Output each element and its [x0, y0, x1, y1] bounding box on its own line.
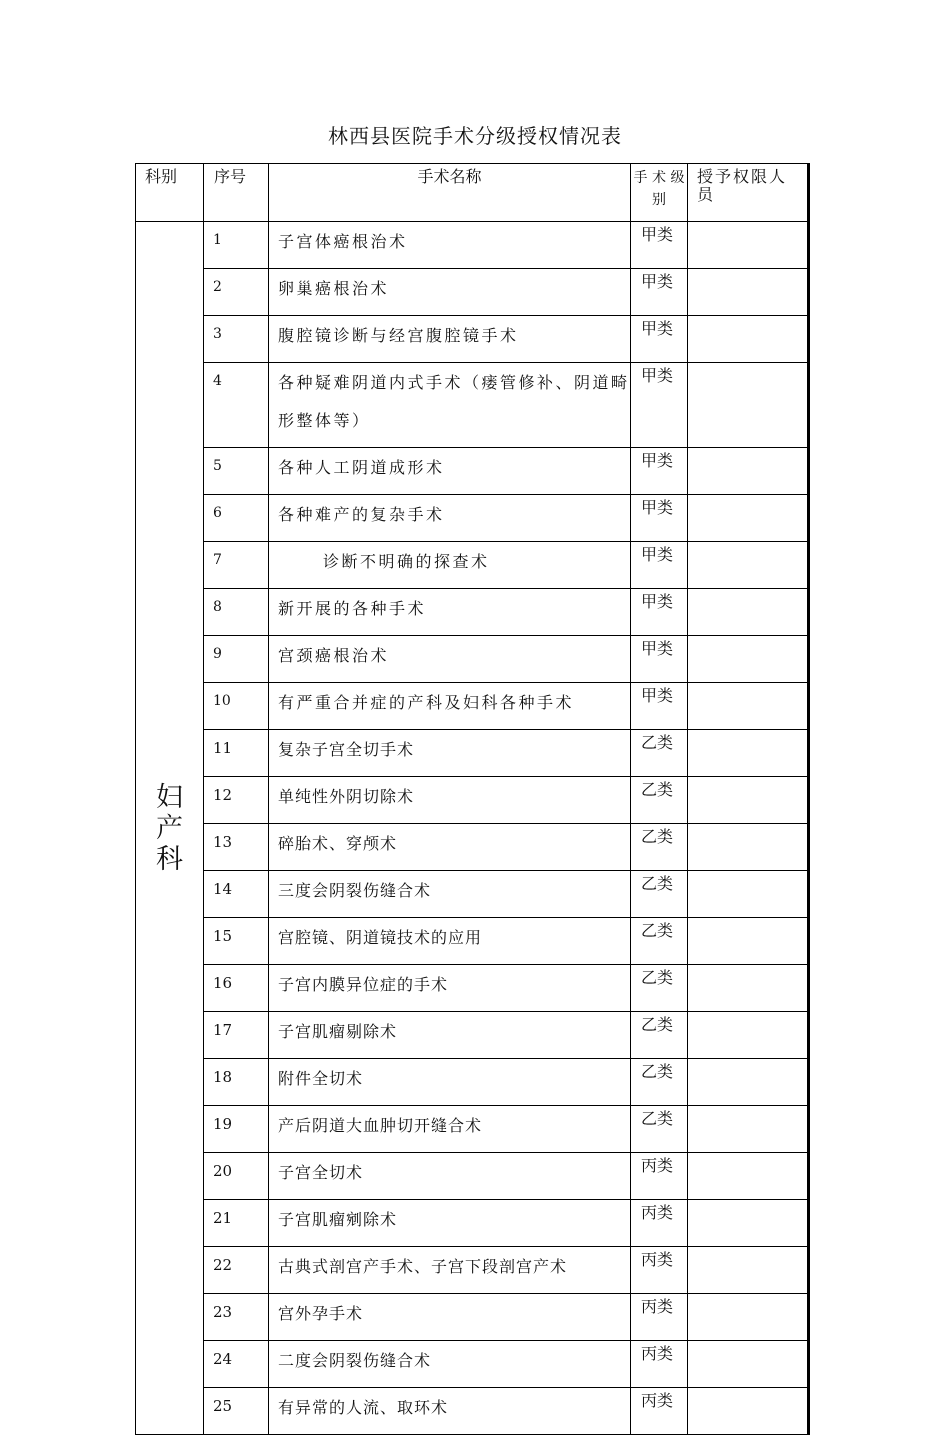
surgery-level-cell: 乙类: [631, 1012, 688, 1059]
authorized-staff-cell[interactable]: [688, 316, 809, 363]
seq-cell: 13: [204, 824, 269, 871]
table-row: [136, 777, 809, 824]
header-seq: 序号: [204, 164, 269, 222]
table-row: [136, 683, 809, 730]
surgery-level-cell: 乙类: [631, 965, 688, 1012]
surgery-level-cell: 甲类: [631, 589, 688, 636]
header-surgery-level: 手 术 级别: [631, 164, 688, 222]
surgery-name-cell: 二度会阴裂伤缝合术: [269, 1341, 631, 1388]
authorized-staff-cell[interactable]: [688, 777, 809, 824]
table-row: [136, 589, 809, 636]
authorized-staff-cell[interactable]: [688, 824, 809, 871]
surgery-name-cell: 各种疑难阴道内式手术（瘘管修补、阴道畸形整体等）: [269, 363, 631, 448]
seq-cell: 18: [204, 1059, 269, 1106]
table-row: [136, 636, 809, 683]
surgery-name-cell: 子宫肌瘤剜除术: [269, 1200, 631, 1247]
surgery-name-cell: 宫腔镜、阴道镜技术的应用: [269, 918, 631, 965]
seq-cell: 14: [204, 871, 269, 918]
surgery-name-cell: 各种难产的复杂手术: [269, 495, 631, 542]
authorized-staff-cell[interactable]: [688, 589, 809, 636]
authorized-staff-cell[interactable]: [688, 222, 809, 269]
surgery-level-cell: 甲类: [631, 363, 688, 448]
seq-cell: 25: [204, 1388, 269, 1435]
table-row: [136, 965, 809, 1012]
department-label: 妇产科: [156, 781, 183, 875]
table-row: [136, 1247, 809, 1294]
authorized-staff-cell[interactable]: [688, 1294, 809, 1341]
header-authorized-staff: 授予权限人员: [688, 164, 809, 222]
table-row: [136, 542, 809, 589]
surgery-level-cell: 丙类: [631, 1153, 688, 1200]
surgery-name-cell: 子宫全切术: [269, 1153, 631, 1200]
table-row: [136, 316, 809, 363]
surgery-name-cell: 腹腔镜诊断与经宫腹腔镜手术: [269, 316, 631, 363]
seq-cell: 11: [204, 730, 269, 777]
seq-cell: 4: [204, 363, 269, 448]
authorized-staff-cell[interactable]: [688, 363, 809, 448]
seq-cell: 3: [204, 316, 269, 363]
surgery-name-cell: 有异常的人流、取环术: [269, 1388, 631, 1435]
table-row: [136, 1153, 809, 1200]
authorized-staff-cell[interactable]: [688, 1153, 809, 1200]
table-row: [136, 1012, 809, 1059]
surgery-level-cell: 甲类: [631, 636, 688, 683]
surgery-level-cell: 甲类: [631, 269, 688, 316]
surgery-name-cell: 卵巢癌根治术: [269, 269, 631, 316]
surgery-name-cell: 宫颈癌根治术: [269, 636, 631, 683]
header-department: 科别: [136, 164, 204, 222]
surgery-level-cell: 乙类: [631, 871, 688, 918]
surgery-level-cell: 丙类: [631, 1294, 688, 1341]
table-row: [136, 1388, 809, 1435]
surgery-name-cell: 宫外孕手术: [269, 1294, 631, 1341]
authorized-staff-cell[interactable]: [688, 918, 809, 965]
authorized-staff-cell[interactable]: [688, 730, 809, 777]
surgery-level-cell: 乙类: [631, 1106, 688, 1153]
surgery-level-cell: 丙类: [631, 1247, 688, 1294]
header-surgery-name: 手术名称: [269, 164, 631, 222]
surgery-level-cell: 甲类: [631, 222, 688, 269]
authorized-staff-cell[interactable]: [688, 269, 809, 316]
surgery-name-cell: 子宫内膜异位症的手术: [269, 965, 631, 1012]
seq-cell: 16: [204, 965, 269, 1012]
seq-cell: 2: [204, 269, 269, 316]
surgery-level-cell: 乙类: [631, 824, 688, 871]
surgery-level-cell: 甲类: [631, 683, 688, 730]
authorized-staff-cell[interactable]: [688, 1341, 809, 1388]
surgery-name-cell: 复杂子宫全切手术: [269, 730, 631, 777]
table-row: [136, 730, 809, 777]
authorized-staff-cell[interactable]: [688, 495, 809, 542]
table-row: [136, 1059, 809, 1106]
table-row: [136, 222, 809, 269]
authorized-staff-cell[interactable]: [688, 1059, 809, 1106]
table-row: [136, 918, 809, 965]
table-row: [136, 1341, 809, 1388]
surgery-name-cell: 子宫肌瘤剔除术: [269, 1012, 631, 1059]
seq-cell: 5: [204, 448, 269, 495]
table-row: [136, 1106, 809, 1153]
surgery-name-cell: 新开展的各种手术: [269, 589, 631, 636]
surgery-name-cell: 碎胎术、穿颅术: [269, 824, 631, 871]
seq-cell: 12: [204, 777, 269, 824]
surgery-name-cell: 单纯性外阴切除术: [269, 777, 631, 824]
surgery-name-cell: 附件全切术: [269, 1059, 631, 1106]
seq-cell: 8: [204, 589, 269, 636]
surgery-name-cell: 古典式剖宫产手术、子宫下段剖宫产术: [269, 1247, 631, 1294]
table-row: [136, 1294, 809, 1341]
surgery-name-cell: 三度会阴裂伤缝合术: [269, 871, 631, 918]
page-title: 林西县医院手术分级授权情况表: [328, 124, 622, 148]
table-header-row: [136, 164, 809, 222]
seq-cell: 15: [204, 918, 269, 965]
surgery-level-cell: 乙类: [631, 777, 688, 824]
surgery-level-cell: 乙类: [631, 1059, 688, 1106]
surgery-level-cell: 乙类: [631, 918, 688, 965]
seq-cell: 19: [204, 1106, 269, 1153]
surgery-level-cell: 乙类: [631, 730, 688, 777]
authorized-staff-cell[interactable]: [688, 448, 809, 495]
surgery-name-cell: 子宫体癌根治术: [269, 222, 631, 269]
seq-cell: 1: [204, 222, 269, 269]
table-row: [136, 495, 809, 542]
seq-cell: 10: [204, 683, 269, 730]
authorized-staff-cell[interactable]: [688, 1388, 809, 1435]
table-row: [136, 871, 809, 918]
surgery-level-cell: 甲类: [631, 495, 688, 542]
authorized-staff-cell[interactable]: [688, 1200, 809, 1247]
surgery-name-cell: 产后阴道大血肿切开缝合术: [269, 1106, 631, 1153]
surgery-level-cell: 丙类: [631, 1341, 688, 1388]
surgery-name-cell: 各种人工阴道成形术: [269, 448, 631, 495]
authorized-staff-cell[interactable]: [688, 1247, 809, 1294]
authorized-staff-cell[interactable]: [688, 871, 809, 918]
authorized-staff-cell[interactable]: [688, 542, 809, 589]
table-row: [136, 448, 809, 495]
surgery-level-cell: 甲类: [631, 448, 688, 495]
seq-cell: 24: [204, 1341, 269, 1388]
table-row: [136, 824, 809, 871]
table-row: [136, 1200, 809, 1247]
authorized-staff-cell[interactable]: [688, 636, 809, 683]
table-row: [136, 363, 809, 448]
table-row: [136, 269, 809, 316]
authorized-staff-cell[interactable]: [688, 1106, 809, 1153]
seq-cell: 7: [204, 542, 269, 589]
surgery-name-cell: 有严重合并症的产科及妇科各种手术: [269, 683, 631, 730]
surgery-level-cell: 丙类: [631, 1200, 688, 1247]
surgery-name-cell: 诊断不明确的探查术: [269, 542, 631, 589]
department-cell: [136, 222, 204, 1435]
surgery-level-cell: 丙类: [631, 1388, 688, 1435]
surgery-authorization-table: [135, 163, 810, 1435]
authorized-staff-cell[interactable]: [688, 1012, 809, 1059]
authorized-staff-cell[interactable]: [688, 965, 809, 1012]
seq-cell: 20: [204, 1153, 269, 1200]
authorized-staff-cell[interactable]: [688, 683, 809, 730]
seq-cell: 9: [204, 636, 269, 683]
seq-cell: 6: [204, 495, 269, 542]
seq-cell: 23: [204, 1294, 269, 1341]
seq-cell: 21: [204, 1200, 269, 1247]
seq-cell: 17: [204, 1012, 269, 1059]
seq-cell: 22: [204, 1247, 269, 1294]
surgery-level-cell: 甲类: [631, 316, 688, 363]
surgery-level-cell: 甲类: [631, 542, 688, 589]
